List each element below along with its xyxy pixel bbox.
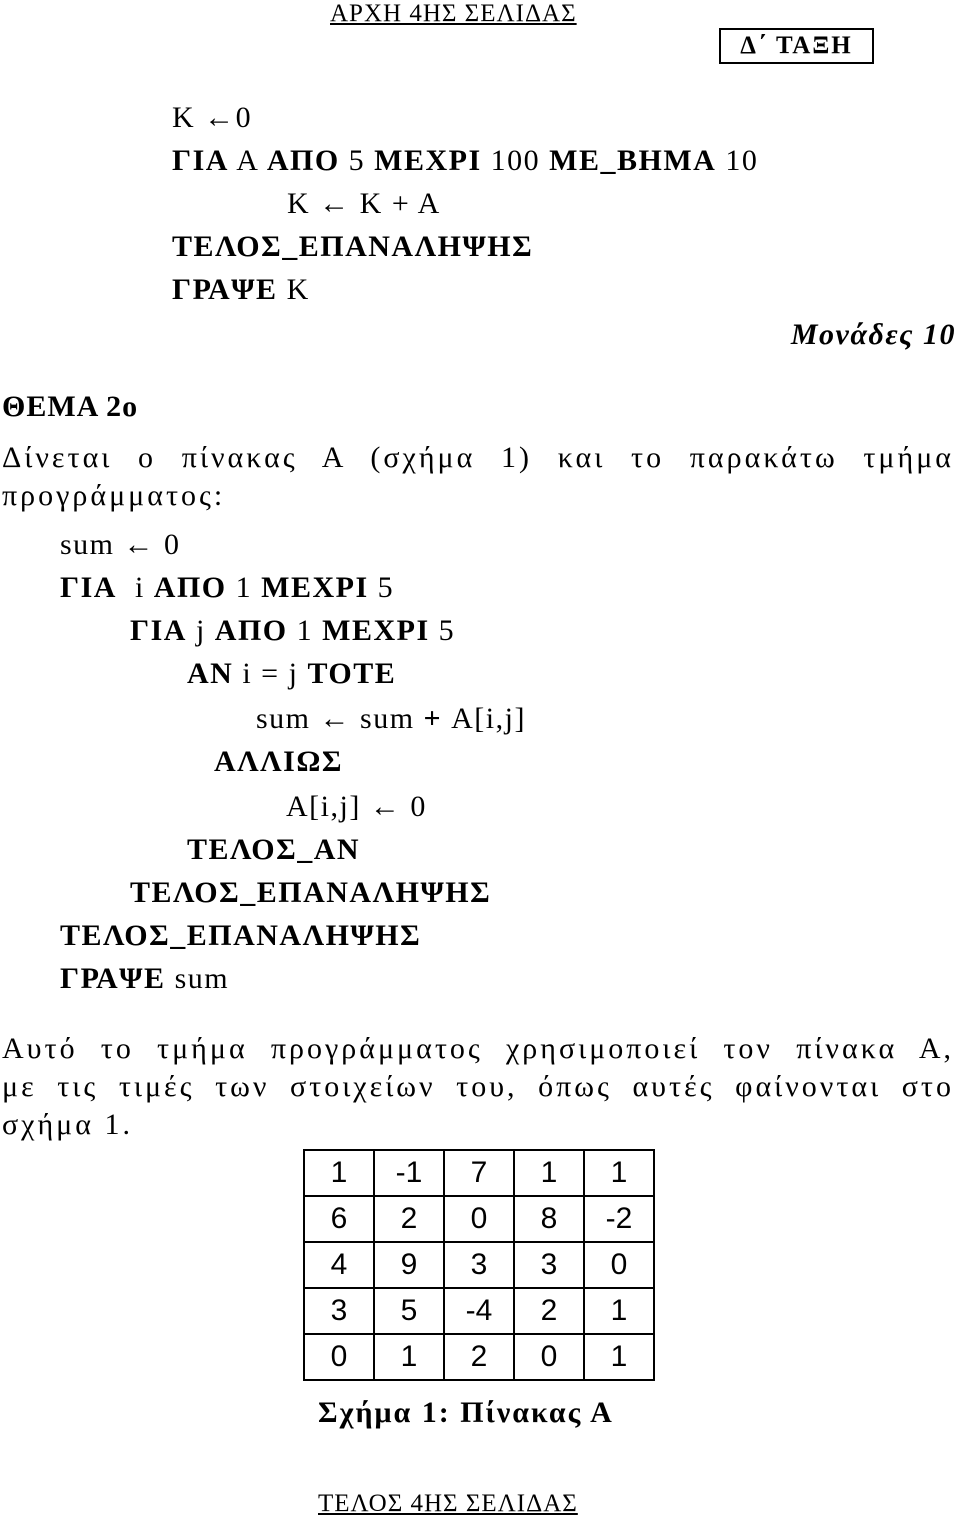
matrix-cell: 6 (304, 1196, 374, 1242)
page-footer-end: ΤΕΛΟΣ 4ΗΣ ΣΕΛΙΔΑΣ (318, 1490, 578, 1517)
figure-caption: Σχήμα 1: Πίνακας Α (318, 1396, 614, 1429)
value: 0 (235, 101, 253, 134)
value: 0 (164, 528, 181, 561)
value: 1 (235, 571, 253, 604)
variable: Κ (286, 273, 310, 306)
matrix-cell: 1 (514, 1150, 584, 1196)
keyword: ΑΝ (187, 657, 234, 690)
matrix-row (304, 1334, 654, 1380)
expression: Κ + Α (359, 187, 441, 220)
matrix-cell: 3 (514, 1242, 584, 1288)
variable: i (134, 571, 145, 604)
variable: sum (60, 528, 115, 561)
matrix-cell: 0 (514, 1334, 584, 1380)
plus-operator: + (423, 702, 443, 735)
value: 10 (725, 144, 759, 177)
code2-line-9: ΤΕΛΟΣ_ΕΠΑΝΑΛΗΨΗΣ (130, 876, 492, 909)
variable: Κ (172, 101, 196, 134)
array-element: Α[i,j] (286, 790, 361, 823)
matrix-cell: 3 (444, 1242, 514, 1288)
keyword: ΜΕΧΡΙ (261, 571, 369, 604)
points-label: Μονάδες 10 (790, 318, 956, 351)
code1-line-4: ΤΕΛΟΣ_ΕΠΑΝΑΛΗΨΗΣ (172, 230, 534, 263)
matrix-cell: 5 (374, 1288, 444, 1334)
code2-line-4 (187, 656, 396, 692)
matrix-cell: 3 (304, 1288, 374, 1334)
matrix-cell: 8 (514, 1196, 584, 1242)
keyword: ΓΙΑ (172, 144, 229, 177)
matrix-cell: -4 (444, 1288, 514, 1334)
matrix-cell: 0 (304, 1334, 374, 1380)
variable: sum (360, 702, 415, 735)
matrix-row (304, 1242, 654, 1288)
keyword: ΑΠΟ (214, 614, 288, 647)
keyword: ΜΕ_ΒΗΜΑ (549, 144, 717, 177)
matrix-cell: -1 (374, 1150, 444, 1196)
matrix-cell: 1 (374, 1334, 444, 1380)
array-element: Α[i,j] (451, 702, 526, 735)
code2-line-5 (256, 701, 526, 737)
keyword: ΓΡΑΨΕ (172, 273, 278, 306)
matrix-cell: -2 (584, 1196, 654, 1242)
code2-line-7 (286, 789, 427, 825)
matrix-cell: 2 (444, 1334, 514, 1380)
keyword: ΓΙΑ (130, 614, 187, 647)
value: 0 (410, 790, 427, 823)
variable: sum (174, 962, 230, 995)
matrix-cell: 1 (304, 1150, 374, 1196)
keyword: ΤΟΤΕ (307, 657, 397, 690)
description-line-2: με τις τιμές των στοιχείων του, όπως αυτές φαίνονται στο (2, 1070, 954, 1103)
page-header-start: ΑΡΧΗ 4ΗΣ ΣΕΛΙΔΑΣ (330, 0, 577, 27)
keyword: ΜΕΧΡΙ (322, 614, 430, 647)
matrix-row (304, 1196, 654, 1242)
assign-arrow-icon: ← (204, 101, 236, 134)
topic-heading: ΘΕΜΑ 2ο (2, 390, 139, 423)
code1-line-3 (287, 186, 441, 222)
assign-arrow-icon: ← (123, 528, 156, 561)
matrix-cell: 9 (374, 1242, 444, 1288)
matrix-cell: 1 (584, 1334, 654, 1380)
variable: j (195, 614, 206, 647)
matrix-cell: 4 (304, 1242, 374, 1288)
assign-arrow-icon: ← (369, 790, 402, 823)
value: 5 (377, 571, 395, 604)
keyword: ΑΠΟ (153, 571, 227, 604)
matrix-cell: 0 (584, 1242, 654, 1288)
matrix-row (304, 1150, 654, 1196)
assign-arrow-icon: ← (319, 702, 352, 735)
code2-line-8: ΤΕΛΟΣ_ΑΝ (187, 833, 361, 866)
matrix-row (304, 1288, 654, 1334)
condition: i = j (242, 657, 299, 690)
matrix-cell: 1 (584, 1150, 654, 1196)
value: 5 (348, 144, 366, 177)
variable: Α (236, 144, 258, 177)
keyword: ΜΕΧΡΙ (374, 144, 482, 177)
description-line-3: σχήμα 1. (2, 1108, 133, 1141)
matrix-cell: 0 (444, 1196, 514, 1242)
class-label-box: Δ΄ ΤΑΞΗ (719, 28, 874, 64)
matrix-table (303, 1149, 655, 1381)
value: 100 (490, 144, 541, 177)
matrix-cell: 1 (584, 1288, 654, 1334)
matrix-cell: 2 (514, 1288, 584, 1334)
variable: Κ (287, 187, 311, 220)
matrix-cell: 7 (444, 1150, 514, 1196)
code2-line-10: ΤΕΛΟΣ_ΕΠΑΝΑΛΗΨΗΣ (60, 919, 422, 952)
keyword: ΓΙΑ (60, 571, 117, 604)
assign-arrow-icon: ← (319, 187, 351, 220)
intro-line-2: προγράμματος: (2, 479, 226, 512)
code2-line-1 (60, 527, 181, 563)
keyword: ΑΠΟ (266, 144, 340, 177)
code1-line-1 (172, 100, 252, 136)
variable: sum (256, 702, 311, 735)
code1-line-5 (172, 272, 310, 308)
matrix-body (304, 1150, 654, 1380)
code2-line-6: ΑΛΛΙΩΣ (214, 745, 343, 778)
code2-line-3 (130, 613, 455, 649)
intro-line-1: Δίνεται ο πίνακας Α (σχήμα 1) και το παρακάτω τμήμα (2, 441, 954, 474)
code2-line-11 (60, 961, 229, 997)
value: 5 (438, 614, 456, 647)
description-line-1: Αυτό το τμήμα προγράμματος χρησιμοποιεί τον πίνακα Α, (2, 1032, 954, 1065)
value: 1 (296, 614, 314, 647)
code2-line-2 (60, 570, 394, 606)
keyword: ΓΡΑΨΕ (60, 962, 166, 995)
code1-line-2 (172, 143, 758, 179)
matrix-cell: 2 (374, 1196, 444, 1242)
